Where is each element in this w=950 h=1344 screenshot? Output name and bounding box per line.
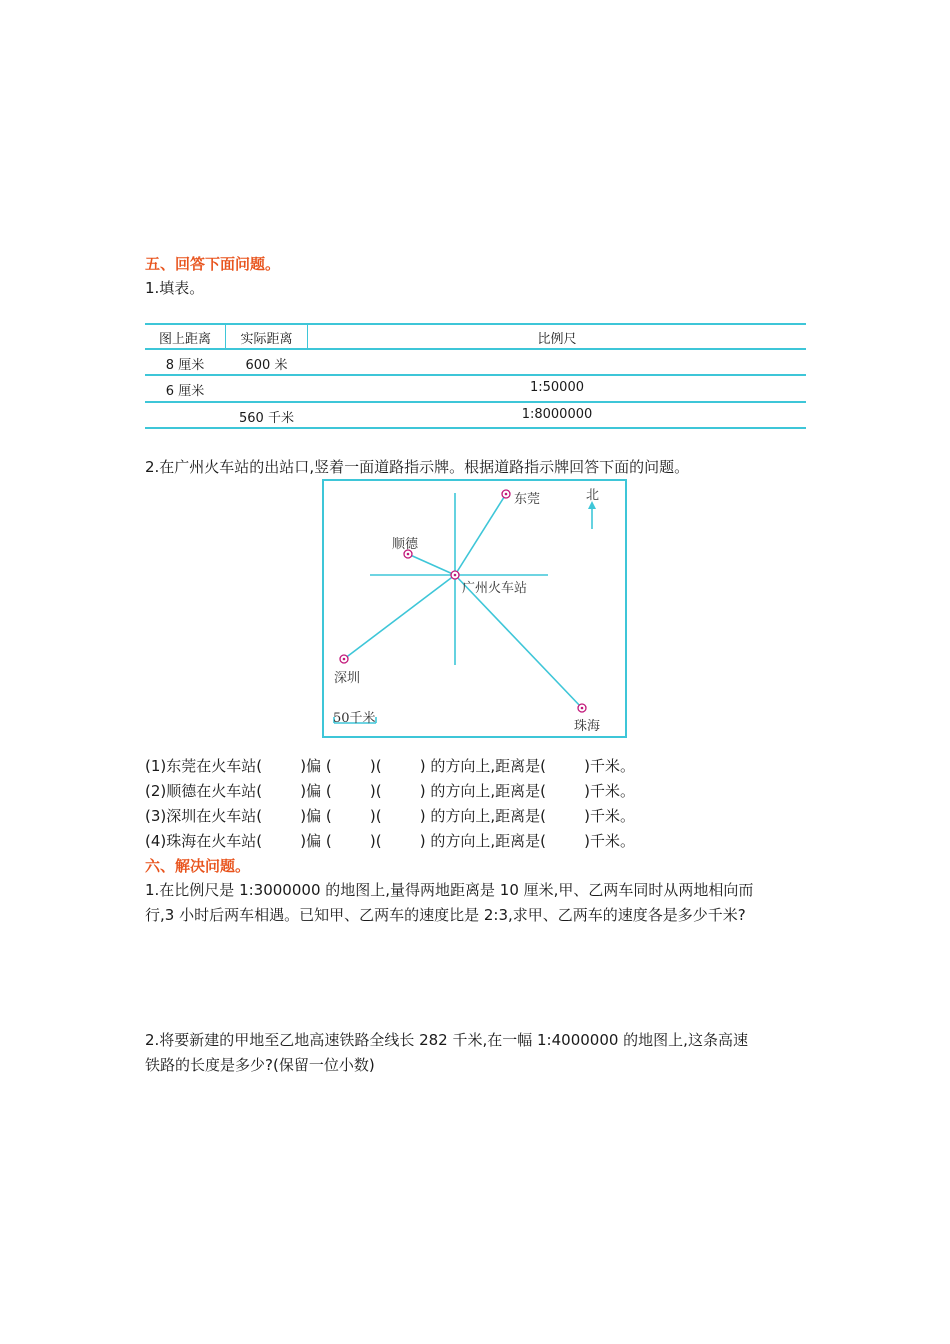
problem-2-line-2: 铁路的长度是多少?(保留一位小数) xyxy=(145,1056,375,1074)
table-cell: 600 米 xyxy=(245,358,288,373)
table-cell: 8 厘米 xyxy=(165,358,205,373)
subquestion-dongguan: (1)东莞在火车站( )偏 ( )( ) 的方向上,距离是( )千米。 xyxy=(145,757,635,775)
road-to-dongguan xyxy=(455,494,506,575)
question-2-label: 2.在广州火车站的出站口,竖着一面道路指示牌。根据道路指示牌回答下面的问题。 xyxy=(145,458,690,476)
table-cell: 1:50000 xyxy=(529,380,584,395)
table-header-actual-distance: 实际距离 xyxy=(240,332,293,347)
question-1-label: 1.填表。 xyxy=(145,279,205,297)
subquestion-shunde: (2)顺德在火车站( )偏 ( )( ) 的方向上,距离是( )千米。 xyxy=(145,782,635,800)
section-5-title: 五、回答下面问题。 xyxy=(145,255,281,273)
subquestion-shenzhen: (3)深圳在火车站( )偏 ( )( ) 的方向上,距离是( )千米。 xyxy=(145,807,635,825)
table-header-scale: 比例尺 xyxy=(537,332,577,347)
dongguan-label: 东莞 xyxy=(514,492,541,507)
section-6-title: 六、解决问题。 xyxy=(145,857,251,875)
problem-1-line-1: 1.在比例尺是 1:3000000 的地图上,量得两地距离是 10 厘米,甲、乙两车同时从两地相向而 xyxy=(145,881,754,899)
station-label: 广州火车站 xyxy=(462,581,528,596)
north-label: 北 xyxy=(586,488,600,503)
map-drawing xyxy=(324,481,625,736)
table-header-map-distance: 图上距离 xyxy=(158,332,211,347)
table-cell: 1:8000000 xyxy=(521,407,593,422)
zhuhai-label: 珠海 xyxy=(574,719,601,734)
problem-2-line-1: 2.将要新建的甲地至乙地高速铁路全线长 282 千米,在一幅 1:4000000 的地图上,这条高速 xyxy=(145,1031,748,1049)
problem-1-line-2: 行,3 小时后两车相遇。已知甲、乙两车的速度比是 2:3,求甲、乙两车的速度各是多少千米? xyxy=(145,906,746,924)
subquestion-zhuhai: (4)珠海在火车站( )偏 ( )( ) 的方向上,距离是( )千米。 xyxy=(145,832,635,850)
table-cell: 6 厘米 xyxy=(165,384,205,399)
road-sign-map xyxy=(322,479,627,738)
shenzhen-label: 深圳 xyxy=(334,671,361,686)
road-to-shunde xyxy=(408,554,455,575)
scale-label: 50千米 xyxy=(333,711,376,726)
shunde-label: 顺德 xyxy=(392,537,419,552)
table-cell: 560 千米 xyxy=(239,411,294,426)
road-to-shenzhen xyxy=(344,575,455,659)
